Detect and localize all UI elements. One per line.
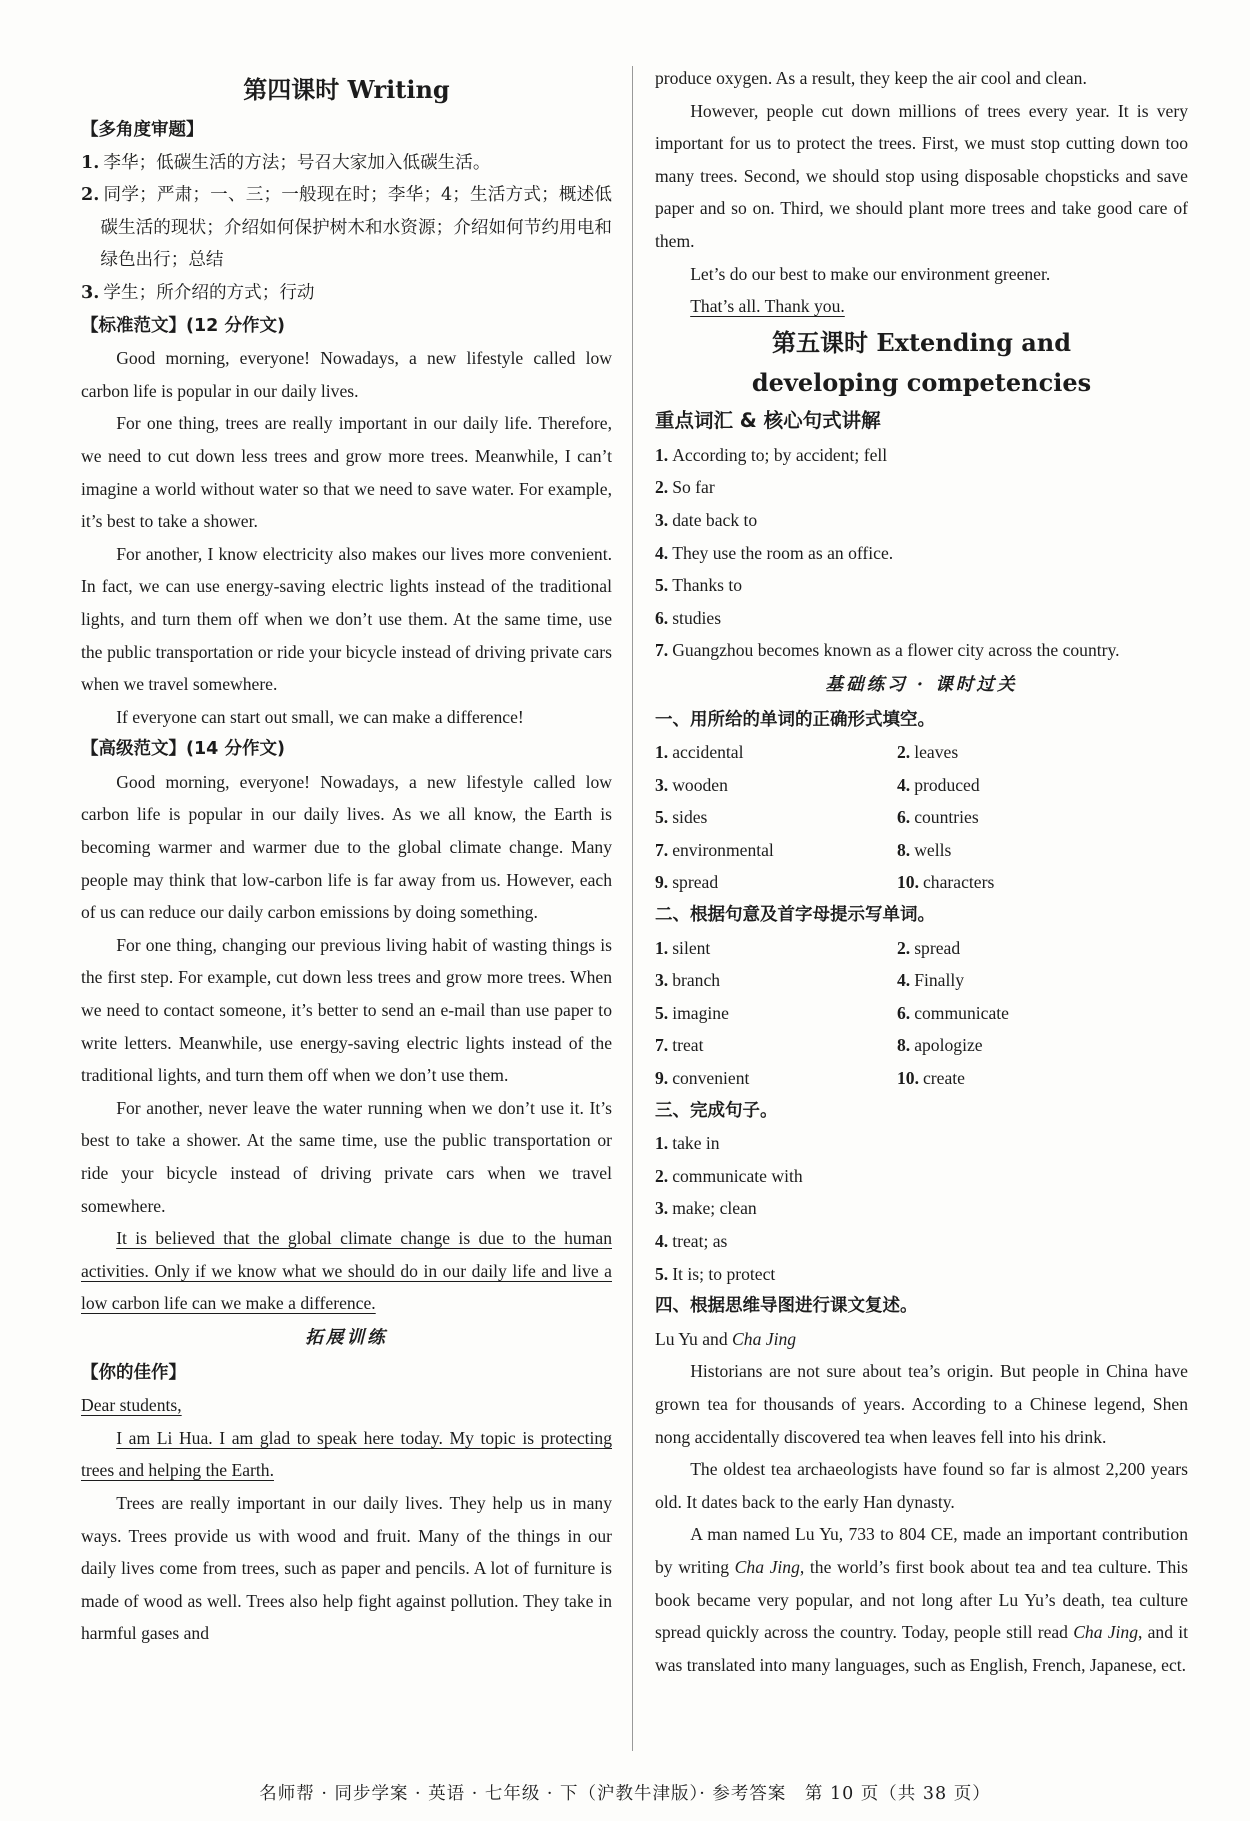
retell-paragraph: The oldest tea archaeologists have found so far is almost 2,200 years old. It dates back to the early Han dynasty. xyxy=(655,1459,1188,1512)
your-writing-paragraph: I am Li Hua. I am glad to speak here today. My topic is protecting trees and helping the Earth. xyxy=(81,1427,612,1481)
section2-answers xyxy=(655,932,1188,1095)
answer-item: 1. accidental xyxy=(655,742,744,763)
continued-paragraph: However, people cut down millions of trees every year. It is very important for us to protect the trees. First, we must stop cutting down too many trees. Second, we should stop using disposable chopsticks and save paper and so on. Third, we should plant more trees and take good care of them. xyxy=(655,100,1188,251)
multi-angle-item: 2. 同学；严肃；一、三；一般现在时；李华；4；生活方式；概述低碳生活的现状；介绍如何保护树木和水资源；介绍如何节约用电和绿色出行；总结 xyxy=(81,184,612,271)
answer-item: 10. create xyxy=(897,1068,965,1089)
answer-item: 6. communicate xyxy=(897,1002,1009,1023)
your-writing-paragraph: Trees are really important in our daily lives. They help us in many ways. Trees provide us with wood and fruit. Many of the things in our daily lives come from trees, such as paper and pencils. A lot of furniture is made of wood as well. Trees also help fight against pollution. They take in harmful gases and xyxy=(81,1492,612,1644)
advanced-paragraph: It is believed that the global climate change is due to the human activities. Only if we know what we should do in our daily life and live a low carbon life can we make a difference. xyxy=(81,1228,612,1314)
lesson5-title-line1: 第五课时 Extending and xyxy=(771,327,1072,357)
vocab-heading: 重点词汇 & 核心句式讲解 xyxy=(655,408,881,432)
your-writing-heading: 【你的佳作】 xyxy=(81,1362,186,1383)
closing-line: That’s all. Thank you. xyxy=(690,296,845,317)
vocab-item: 5. Thanks to xyxy=(655,575,743,596)
lesson5-title-line2: developing competencies xyxy=(751,367,1092,397)
vocab-item: 1. According to; by accident; fell xyxy=(655,444,888,465)
advanced-paragraph: For one thing, changing our previous living habit of wasting things is the first step. For example, cut down less trees and grow more trees. When we need to contact someone, it’s better to send an e-mail than use paper to write letters. Meanwhile, use energy-saving electric lights instead of the traditional lights, and turn them off when we don’t use them. xyxy=(81,934,612,1086)
vocab-item: 3. date back to xyxy=(655,509,758,530)
answer-item: 1. take in xyxy=(655,1133,720,1154)
answer-item: 2. communicate with xyxy=(655,1165,803,1186)
answer-item: 9. convenient xyxy=(655,1068,750,1089)
retell-title: Lu Yu and Cha Jing xyxy=(655,1328,797,1349)
answer-item: 1. silent xyxy=(655,937,711,958)
answer-item: 4. produced xyxy=(897,774,980,795)
advanced-paragraph: For another, never leave the water running when we don’t use it. It’s best to take a shower. At the same time, use the public transportation or ride your bicycle instead of driving private cars when we travel somewhere. xyxy=(81,1097,612,1216)
section4-heading: 四、根据思维导图进行课文复述。 xyxy=(655,1296,918,1317)
standard-paragraph: If everyone can start out small, we can make a difference! xyxy=(116,706,524,727)
answer-item: 3. branch xyxy=(655,970,721,991)
answer-item: 7. environmental xyxy=(655,839,774,860)
answer-item: 4. Finally xyxy=(897,970,965,991)
answer-item: 3. make; clean xyxy=(655,1198,757,1219)
answer-item: 2. leaves xyxy=(897,742,959,763)
left-column xyxy=(81,62,612,1650)
vocab-item: 7. Guangzhou becomes known as a flower city across the country. xyxy=(655,640,1120,661)
answer-item: 6. countries xyxy=(897,807,979,828)
practice-heading: 基础练习 · 课时过关 xyxy=(825,673,1018,695)
advanced-essay-heading: 【高级范文】(14 分作文) xyxy=(81,739,285,760)
section1-heading: 一、用所给的单词的正确形式填空。 xyxy=(655,709,935,730)
vocab-item: 6. studies xyxy=(655,607,722,628)
standard-paragraph: Good morning, everyone! Nowadays, a new lifestyle called low carbon life is popular in our daily lives. xyxy=(81,348,612,401)
salutation: Dear students, xyxy=(81,1395,182,1416)
continued-paragraph: produce oxygen. As a result, they keep the air cool and clean. xyxy=(655,68,1087,88)
section3-heading: 三、完成句子。 xyxy=(655,1100,778,1121)
answer-item: 8. apologize xyxy=(897,1035,983,1056)
answer-item: 10. characters xyxy=(897,872,995,893)
answer-item: 5. imagine xyxy=(655,1002,729,1023)
answer-item: 3. wooden xyxy=(655,774,728,795)
answer-item: 9. spread xyxy=(655,872,719,893)
extension-heading: 拓展训练 xyxy=(305,1326,388,1348)
multi-angle-item: 3. 学生；所介绍的方式；行动 xyxy=(81,281,315,303)
answer-item: 2. spread xyxy=(897,937,961,958)
answer-item: 7. treat xyxy=(655,1035,704,1056)
retell-paragraph: Historians are not sure about tea’s origin. But people in China have grown tea for thousands of years. According to a Chinese legend, Shen nong accidentally discovered tea when leaves fell into his drink. xyxy=(655,1361,1188,1447)
column-divider xyxy=(632,66,633,1751)
answer-item: 5. sides xyxy=(655,807,708,828)
standard-paragraph: For one thing, trees are really important in our daily life. Therefore, we need to cut down less trees and grow more trees. Meanwhile, I can’t imagine a world without water so that we need to save water. For example, it’s best to take a shower. xyxy=(81,413,612,532)
retell-paragraph: A man named Lu Yu, 733 to 804 CE, made an important contribution by writing Cha Jing, the world’s first book about tea and tea culture. This book became very popular, and not long after Lu Yu’s death, tea culture spread quickly across the country. Today, people still read Cha Jing, and it was translated into many languages, such as English, French, Japanese, ect. xyxy=(655,1524,1188,1675)
standard-paragraph: For another, I know electricity also makes our lives more convenient. In fact, we can use energy-saving electric lights instead of the traditional lights, and turn them off when we don’t use them. At the same time, use the public transportation or ride your bicycle instead of driving private cars when we travel somewhere. xyxy=(81,543,612,695)
continued-paragraph: Let’s do our best to make our environment greener. xyxy=(690,263,1051,284)
answer-item: 8. wells xyxy=(897,839,952,860)
page-footer: 名师帮 · 同步学案 · 英语 · 七年级 · 下（沪教牛津版）· 参考答案 第 10 页（共 38 页） xyxy=(259,1784,991,1804)
lesson4-title: 第四课时 Writing xyxy=(243,75,450,104)
answer-item: 4. treat; as xyxy=(655,1231,728,1251)
vocab-item: 4. They use the room as an office. xyxy=(655,542,894,563)
right-column xyxy=(655,62,1188,1681)
standard-essay-heading: 【标准范文】(12 分作文) xyxy=(81,315,285,336)
vocab-item: 2. So far xyxy=(655,477,715,498)
answer-item: 5. It is; to protect xyxy=(655,1263,776,1284)
multi-angle-item: 1. 李华；低碳生活的方法；号召大家加入低碳生活。 xyxy=(81,151,491,173)
advanced-paragraph: Good morning, everyone! Nowadays, a new lifestyle called low carbon life is popular in our daily lives. As we all know, the Earth is becoming warmer and warmer due to the global climate change. Many people may think that low-carbon life is far away from us. However, each of us can reduce our daily carbon emissions by doing something. xyxy=(81,771,612,923)
section1-answers xyxy=(655,736,1188,899)
section2-heading: 二、根据句意及首字母提示写单词。 xyxy=(655,905,935,926)
multi-angle-heading: 【多角度审题】 xyxy=(81,120,204,140)
